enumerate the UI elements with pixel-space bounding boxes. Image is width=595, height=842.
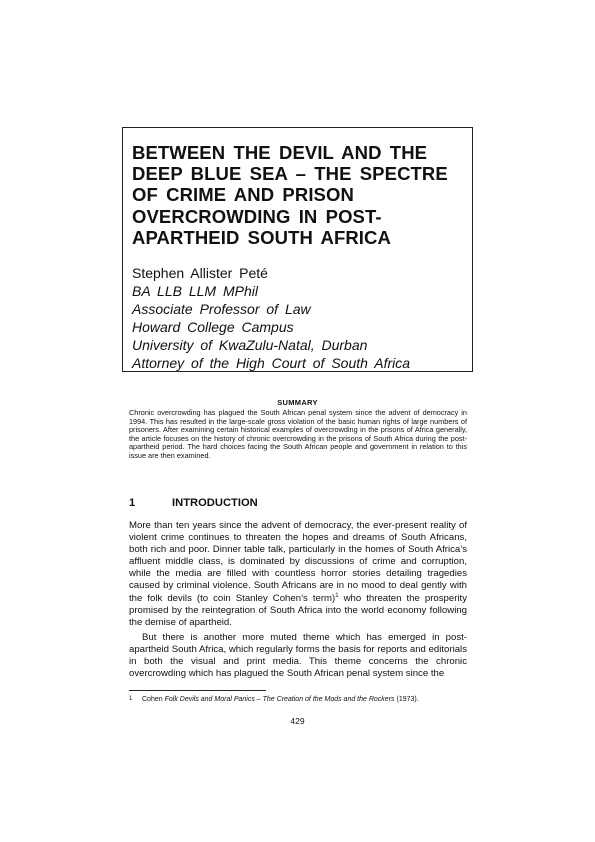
section-heading [129,497,258,509]
author-attorney: Attorney of the High Court of South Africa [132,355,411,372]
author-position: Associate Professor of Law [132,301,311,318]
paragraph-text: who threaten the prosperity promised by the reintegration of South Africa into the world economy following the demise of apartheid. [129,592,467,628]
section-number: 1 [129,497,136,509]
title-line: BETWEEN THE DEVIL AND THE [132,142,428,163]
title-line: DEEP BLUE SEA – THE SPECTRE [132,163,448,185]
title-line: OVERCROWDING IN POST- [132,205,382,227]
paragraph-text: More than ten years since the advent of democracy, the ever-present reality of violent crime continues to threaten the hopes and dreams of South Africans, both rich and poor. Dinner table talk, particularly in the homes of South Africa’s affluent middle class, is dominated by discussions of crime and corruption, while the media are filled with countless horror stories detailing tragedies caused by criminal violence. South Africans are in no mood to deal gently with the folk devils (to coin Stanley Cohen’s term) [129,520,467,604]
author-campus: Howard College Campus [132,319,294,336]
body-paragraph-2: But there is another more muted theme which has emerged in post-apartheid South Africa, which regularly forms the basis for reports and editorials in both the visual and print media. This theme concerns the chronic overcrowding which has plagued the South African penal system since the [129,632,467,680]
author-block [132,264,462,372]
title-line: OF CRIME AND PRISON [132,184,354,206]
page-number: 429 [290,716,305,726]
summary-text: Chronic overcrowding has plagued the South African penal system since the advent of democracy in 1994. This has resulted in the large-scale gross violation of the basic human rights of large numbers of prisoners. After examining certain historical examples of overcrowding in the prisons of Africa generally, the article focuses on the history of chronic overcrowding in the prisons of South Africa during the post-apartheid period. The hard choices facing the South African people and government in relation to this issue are then examined. [129,408,467,460]
author-university: University of KwaZulu-Natal, Durban [132,337,368,354]
title-box [122,127,473,372]
article-title [132,142,462,248]
footnote-reference[interactable]: 1 [335,592,339,599]
author-name: Stephen Allister Peté [132,265,268,282]
footnote-divider [129,690,266,691]
title-line: APARTHEID SOUTH AFRICA [132,226,391,248]
summary-heading: SUMMARY [277,398,318,407]
body-paragraph-1 [129,520,467,629]
footnote-year: (1973). [396,696,419,703]
footnote [129,695,467,704]
footnote-number: 1 [129,696,133,702]
author-degrees: BA LLB LLM MPhil [132,283,258,300]
footnote-author: Cohen [142,696,163,703]
section-title: INTRODUCTION [172,497,258,509]
footnote-title: Folk Devils and Moral Panics – The Creation of the Mods and the Rockers [164,696,395,703]
